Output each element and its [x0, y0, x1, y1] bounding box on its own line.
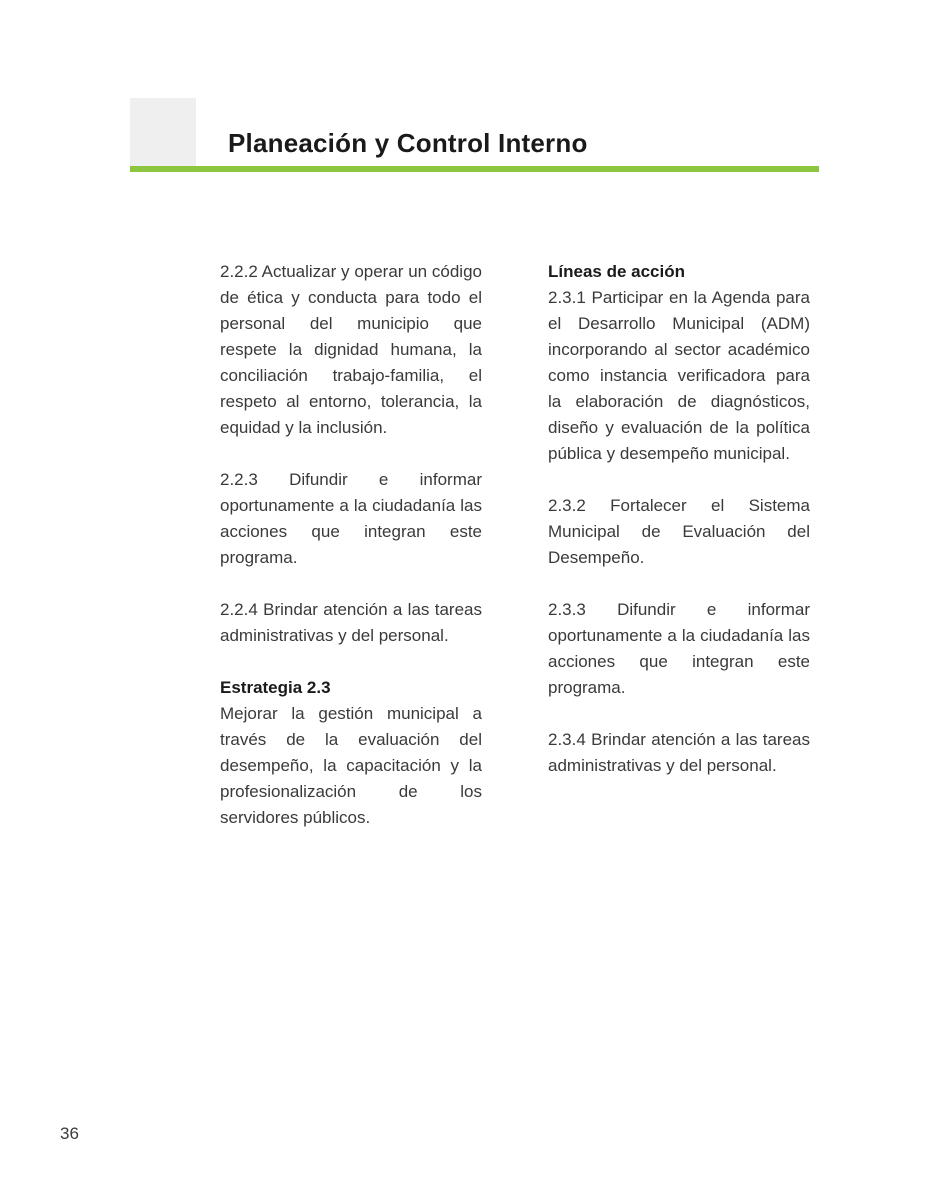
paragraph-2-3-1: 2.3.1 Participar en la Agenda para el Desarrollo Municipal (ADM) incorporando al sector académico como instancia verificadora para la elaboración de diagnósticos, diseño y evaluación de la política pública y desempeño municipal.: [548, 288, 810, 463]
strategy-text: Mejorar la gestión municipal a través de la evaluación del desempeño, la capacitación y la profesionalización de los servidores públicos.: [220, 704, 482, 827]
header-green-rule: [130, 166, 819, 172]
strategy-heading: Estrategia 2.3: [220, 678, 331, 697]
action-lines-heading: Líneas de acción: [548, 262, 685, 281]
left-column: [220, 259, 482, 831]
paragraph-2-3-2: 2.3.2 Fortalecer el Sistema Municipal de Evaluación del Desempeño.: [548, 496, 810, 567]
page-number: 36: [60, 1124, 79, 1143]
right-column: [548, 259, 810, 779]
paragraph-2-2-4: 2.2.4 Brindar atención a las tareas administrativas y del personal.: [220, 600, 482, 645]
paragraph-2-3-3: 2.3.3 Difundir e informar oportunamente a la ciudadanía las acciones que integran este programa.: [548, 600, 810, 697]
paragraph-2-3-4: 2.3.4 Brindar atención a las tareas administrativas y del personal.: [548, 730, 810, 775]
header-gray-block: [130, 98, 196, 166]
paragraph-2-2-2: 2.2.2 Actualizar y operar un código de ética y conducta para todo el personal del municipio que respete la dignidad humana, la conciliación trabajo-familia, el respeto al entorno, tolerancia, la equidad y la inclusión.: [220, 262, 482, 437]
paragraph-2-2-3: 2.2.3 Difundir e informar oportunamente a la ciudadanía las acciones que integran este programa.: [220, 470, 482, 567]
page-title: Planeación y Control Interno: [228, 128, 588, 158]
